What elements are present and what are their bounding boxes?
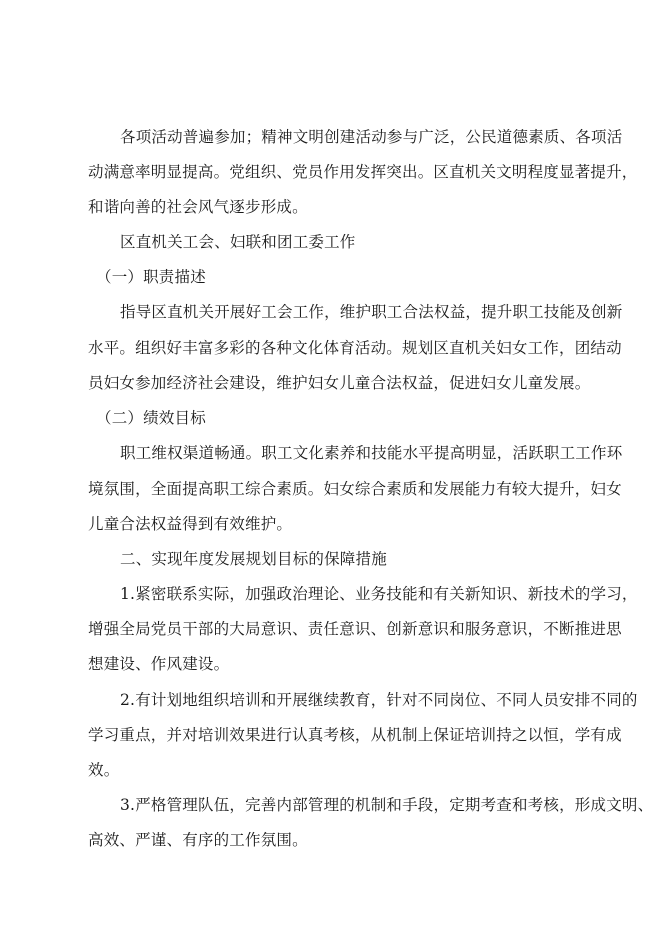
paragraph-line: 1.紧密联系实际，加强政治理论、业务技能和有关新知识、新技术的学习， <box>120 585 638 603</box>
paragraph-line: 境氛围，全面提高职工综合素质。妇女综合素质和发展能力有较大提升，妇女 <box>88 480 622 498</box>
paragraph-line: 水平。组织好丰富多彩的各种文化体育活动。规划区直机关妇女工作，团结动 <box>88 339 622 357</box>
paragraph-line: 增强全局党员干部的大局意识、责任意识、创新意识和服务意识，不断推进思 <box>88 620 622 638</box>
section-heading: 区直机关工会、妇联和团工委工作 <box>120 233 356 251</box>
paragraph-line: 动满意率明显提高。党组织、党员作用发挥突出。区直机关文明程度显著提升， <box>88 163 638 181</box>
paragraph-line: 学习重点，并对培训效果进行认真考核，从机制上保证培训持之以恒，学有成 <box>88 726 622 744</box>
paragraph-line: 员妇女参加经济社会建设，维护妇女儿童合法权益，促进妇女儿童发展。 <box>88 374 591 392</box>
subsection-heading: （一）职责描述 <box>96 268 206 286</box>
paragraph-line: 想建设、作风建设。 <box>88 655 230 673</box>
section-heading: 二、实现年度发展规划目标的保障措施 <box>120 550 387 568</box>
paragraph-line: 和谐向善的社会风气逐步形成。 <box>88 198 308 216</box>
paragraph-line: 指导区直机关开展好工会工作，维护职工合法权益，提升职工技能及创新 <box>120 303 623 321</box>
paragraph-line: 高效、严谨、有序的工作氛围。 <box>88 831 308 849</box>
paragraph-line: 职工维权渠道畅通。职工文化素养和技能水平提高明显，活跃职工工作环 <box>120 444 623 462</box>
paragraph-line: 儿童合法权益得到有效维护。 <box>88 515 293 533</box>
subsection-heading: （二）绩效目标 <box>96 409 206 427</box>
paragraph-line: 3.严格管理队伍，完善内部管理的机制和手段，定期考查和考核，形成文明、 <box>120 796 654 814</box>
paragraph-line: 2.有计划地组织培训和开展继续教育，针对不同岗位、不同人员安排不同的 <box>120 691 638 709</box>
paragraph-line: 效。 <box>88 761 120 779</box>
paragraph-line: 各项活动普遍参加；精神文明创建活动参与广泛，公民道德素质、各项活 <box>120 128 623 146</box>
